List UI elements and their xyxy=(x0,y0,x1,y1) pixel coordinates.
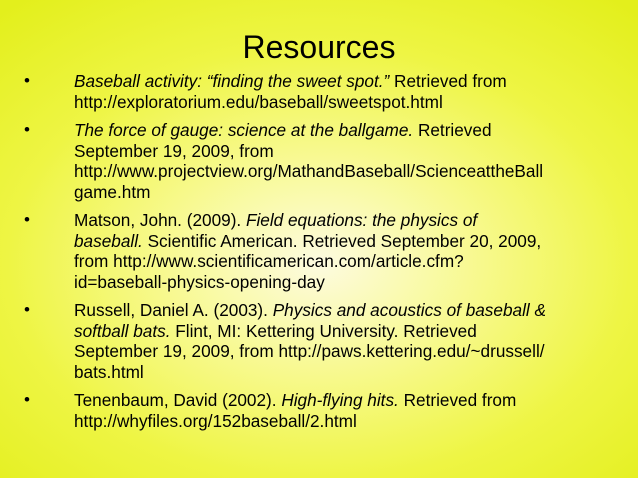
reference-text xyxy=(74,390,614,431)
reference-author: Russell, Daniel A. (2003). xyxy=(74,300,273,320)
reference-item xyxy=(24,71,614,112)
bullet-marker: • xyxy=(24,71,30,90)
bullet-marker: • xyxy=(24,390,30,409)
reference-item xyxy=(24,120,614,202)
reference-text xyxy=(74,210,614,292)
bullet-marker: • xyxy=(24,120,30,139)
reference-title: Physics and acoustics of baseball & softball bats. xyxy=(74,300,546,341)
reference-item xyxy=(24,390,614,431)
reference-details: Scientific American. Retrieved September 20, 2009, from http://www.scientificamerican.com/article.cfm? id=baseball-physics-opening-day xyxy=(74,230,542,292)
reference-item xyxy=(24,300,614,382)
reference-details: Retrieved from http://exploratorium.edu/baseball/sweetspot.html xyxy=(74,71,507,112)
reference-text xyxy=(74,300,614,382)
reference-title: The force of gauge: science at the ballgame. xyxy=(74,120,414,140)
reference-item xyxy=(24,210,614,292)
reference-author: Matson, John. (2009). xyxy=(74,210,246,230)
reference-author: Tenenbaum, David (2002). xyxy=(74,390,282,410)
bullet-marker: • xyxy=(24,210,30,229)
reference-title: Baseball activity: “finding the sweet spot.” xyxy=(74,71,390,91)
reference-text xyxy=(74,71,614,112)
slide-title: Resources xyxy=(242,29,396,65)
reference-details: Retrieved from http://whyfiles.org/152baseball/2.html xyxy=(74,390,517,431)
bullet-marker: • xyxy=(24,300,30,319)
reference-title: Field equations: the physics of baseball. xyxy=(74,210,478,251)
reference-text xyxy=(74,120,614,202)
reference-details: Flint, MI: Kettering University. Retrieved September 19, 2009, from http://paws.kettering.edu/~drussell/ bats.html xyxy=(74,320,545,382)
reference-title: High-flying hits. xyxy=(281,390,399,410)
reference-list xyxy=(24,71,614,439)
reference-details: Retrieved September 19, 2009, from http://www.projectview.org/MathandBaseball/ScienceattheBall game.htm xyxy=(74,120,544,202)
